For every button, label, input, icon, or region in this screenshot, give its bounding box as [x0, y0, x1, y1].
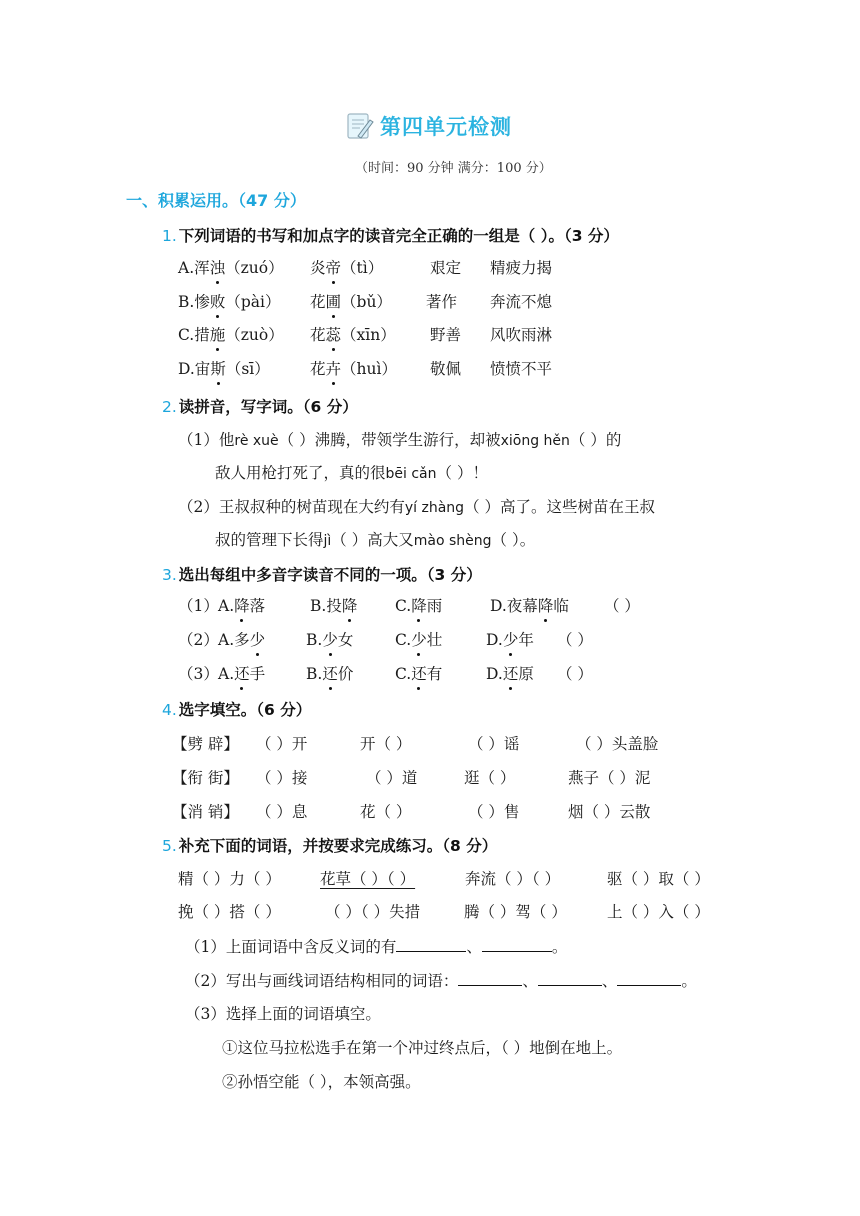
q2-line-4: 叔的管理下长得jì（ ）高大又mào shèng（ ）。 [215, 531, 536, 549]
question-text: 下列词语的书写和加点字的读音完全正确的一组是（ ）。（3 分） [178, 227, 619, 245]
q3-row-2-label: （2） [178, 631, 219, 649]
q1-option-b-word4: 奔流不熄 [490, 293, 553, 311]
q1-option-d-word4: 愤愤不平 [490, 360, 553, 378]
q1-option-c-word3: 野善 [430, 326, 462, 344]
q1-option-c-word2: 花蕊（xīn） [310, 323, 396, 345]
q3-row-2-answer[interactable]: （ ） [557, 631, 593, 649]
q5-sub-3: （3）选择上面的词语填空。 [185, 1005, 381, 1023]
q1-option-b: B.惨败（pài） [178, 290, 280, 312]
q4-row-1-a[interactable]: （ ）开 [256, 735, 308, 753]
q5-word-4[interactable]: 驱（ ）取（ ） [607, 870, 710, 888]
q4-row-3-b[interactable]: 花（ ） [360, 803, 412, 821]
q2-line-1: （1）他rè xuè（ ）沸腾，带领学生游行，却被xiōng hěn（ ）的 [178, 431, 622, 449]
q4-row-2-b[interactable]: （ ）道 [366, 769, 418, 787]
q5-word-3[interactable]: 奔流（ ）（ ） [465, 870, 561, 888]
question-1-heading [162, 224, 619, 246]
q1-option-a-word2: 炎帝（tì） [310, 256, 383, 278]
q3-row-3-a: A.还手 [218, 662, 265, 684]
q3-row-2-a: A.多少 [218, 628, 265, 650]
question-number: 1. [162, 227, 177, 245]
question-4-heading [162, 698, 311, 720]
section-heading: 一、积累运用。（47 分） [126, 191, 306, 210]
q5-sub-3-item-2: ②孙悟空能（ ），本领高强。 [222, 1073, 421, 1091]
q4-row-2-c[interactable]: 逛（ ） [464, 769, 516, 787]
question-number: 4. [162, 701, 177, 719]
page-title: 第四单元检测 [380, 115, 512, 139]
question-text: 读拼音，写字词。（6 分） [178, 398, 358, 416]
q4-row-1-c[interactable]: （ ）谣 [468, 735, 520, 753]
q3-row-1-a: A.降落 [218, 594, 265, 616]
q2-line-2: 敌人用枪打死了，真的很bēi cǎn（ ）！ [215, 464, 488, 482]
q3-row-1-label: （1） [178, 597, 219, 615]
answer-blank[interactable] [617, 971, 681, 986]
q5-sub-2: （2）写出与画线词语结构相同的词语： 、 、 。 [185, 972, 697, 990]
q3-row-2-c: C.少壮 [395, 628, 442, 650]
q1-option-d-word2: 花卉（huì） [310, 357, 397, 379]
question-3-heading [162, 563, 482, 585]
q1-option-c-word4: 风吹雨淋 [490, 326, 553, 344]
q3-row-1-answer[interactable]: （ ） [604, 597, 640, 615]
q4-row-3-c[interactable]: （ ）售 [468, 803, 520, 821]
question-2-heading [162, 395, 358, 417]
q1-option-b-word2: 花圃（bǔ） [310, 290, 392, 312]
q3-row-1-c: C.降雨 [395, 594, 442, 616]
q4-row-3-d[interactable]: 烟（ ）云散 [568, 803, 651, 821]
answer-blank[interactable] [482, 937, 552, 952]
q5-word-1[interactable]: 精（ ）力（ ） [178, 870, 281, 888]
q4-row-2-d[interactable]: 燕子（ ）泥 [568, 769, 651, 787]
q1-option-a-word4: 精疲力揭 [490, 259, 553, 277]
notebook-pen-icon [346, 111, 374, 141]
q1-option-b-word3: 著作 [426, 293, 458, 311]
question-number: 2. [162, 398, 177, 416]
question-number: 5. [162, 837, 177, 855]
q1-option-a-word3: 艰定 [430, 259, 462, 277]
q3-row-1-b: B.投降 [310, 594, 357, 616]
title-block [346, 108, 512, 144]
exam-time-score: （时间：90 分钟 满分：100 分） [355, 161, 552, 176]
answer-blank[interactable] [458, 971, 522, 986]
q5-sub-3-item-1: ①这位马拉松选手在第一个冲过终点后，（ ）地倒在地上。 [222, 1039, 623, 1057]
question-number: 3. [162, 566, 177, 584]
q3-row-2-b: B.少女 [306, 628, 353, 650]
q3-row-3-b: B.还价 [306, 662, 353, 684]
question-text: 选字填空。（6 分） [178, 701, 312, 719]
q1-option-d-word3: 敬佩 [430, 360, 462, 378]
q3-row-1-d: D.夜幕降临 [490, 594, 569, 616]
question-5-heading [162, 834, 497, 856]
q5-word-8[interactable]: 上（ ）入（ ） [607, 903, 710, 921]
q4-row-3-a[interactable]: （ ）息 [256, 803, 308, 821]
q1-option-d: D.宙斯（sī） [178, 357, 270, 379]
q5-word-5[interactable]: 挽（ ）搭（ ） [178, 903, 281, 921]
question-text: 补充下面的词语，并按要求完成练习。（8 分） [178, 837, 498, 855]
q4-row-1-key: 【劈 辟】 [172, 735, 239, 753]
q1-option-a: A.浑浊（zuó） [178, 256, 284, 278]
q5-word-7[interactable]: 腾（ ）驾（ ） [464, 903, 567, 921]
q5-word-6[interactable]: （ ）（ ）失措 [325, 903, 421, 921]
q1-option-c: C.措施（zuò） [178, 323, 284, 345]
q4-row-2-key: 【衔 街】 [172, 769, 239, 787]
q3-row-3-d: D.还原 [486, 662, 534, 684]
q3-row-3-label: （3） [178, 665, 219, 683]
q4-row-3-key: 【消 销】 [172, 803, 239, 821]
q2-line-3: （2）王叔叔种的树苗现在大约有yí zhàng（ ）高了。这些树苗在王叔 [178, 498, 655, 516]
q4-row-2-a[interactable]: （ ）接 [256, 769, 308, 787]
q5-word-underlined[interactable]: 花草（ ）（ ） [320, 870, 416, 888]
q4-row-1-d[interactable]: （ ）头盖脸 [576, 735, 659, 753]
q3-row-2-d: D.少年 [486, 628, 534, 650]
q4-row-1-b[interactable]: 开（ ） [360, 735, 412, 753]
answer-blank[interactable] [396, 937, 466, 952]
q5-sub-1: （1）上面词语中含反义词的有 、 。 [185, 938, 568, 956]
question-text: 选出每组中多音字读音不同的一项。（3 分） [178, 566, 482, 584]
answer-blank[interactable] [538, 971, 602, 986]
q3-row-3-answer[interactable]: （ ） [557, 665, 593, 683]
q3-row-3-c: C.还有 [395, 662, 442, 684]
